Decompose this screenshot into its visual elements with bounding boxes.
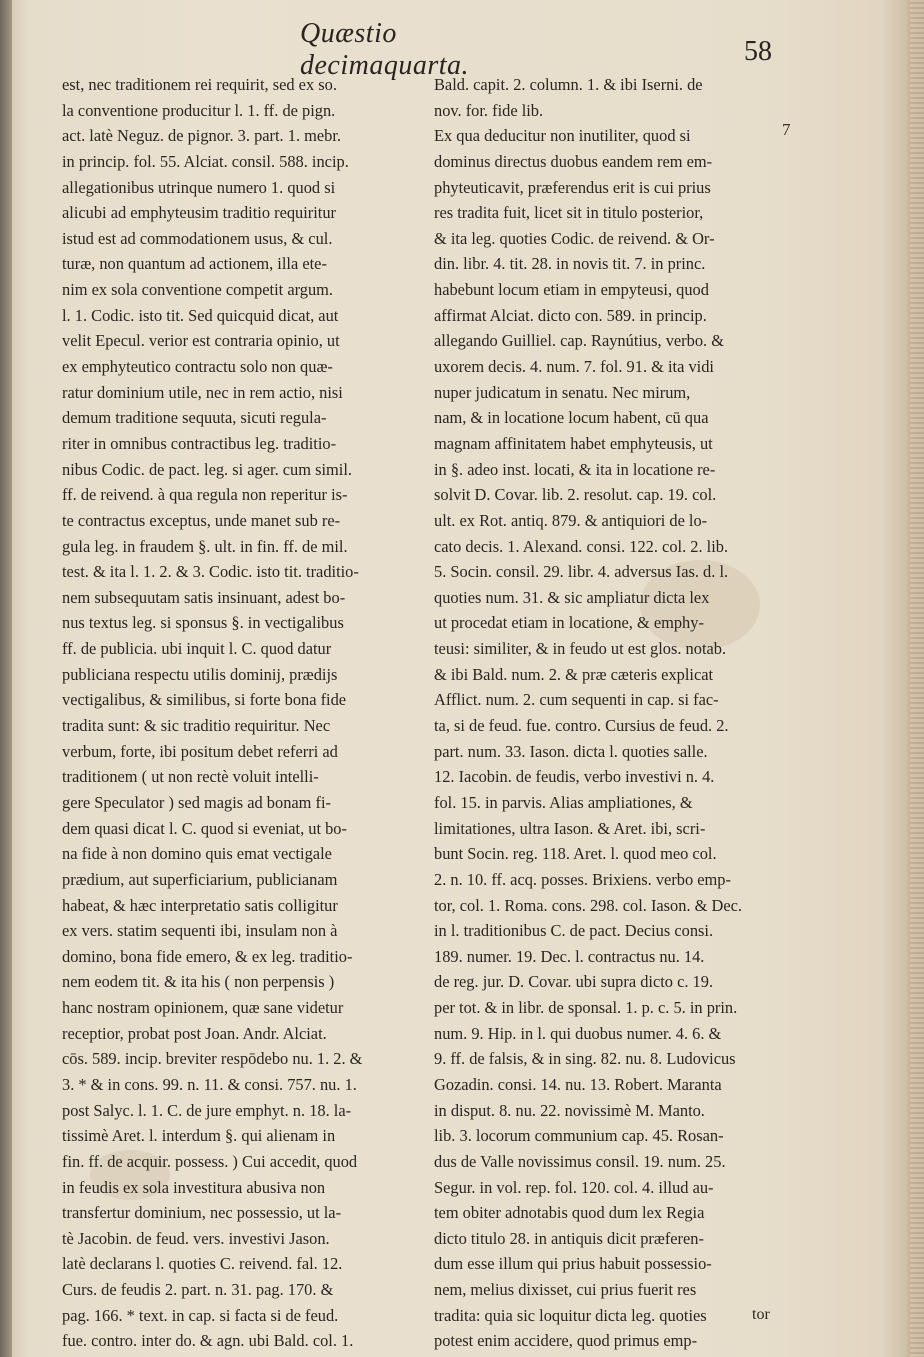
- text-line: lib. 3. locorum communium cap. 45. Rosan-: [434, 1126, 724, 1146]
- text-line: verbum, forte, ibi positum debet referri ad: [62, 741, 338, 761]
- text-line: nam, & in locatione locum habent, cū qua: [434, 408, 709, 428]
- text-line: fol. 15. in parvis. Alias ampliationes, &: [434, 792, 693, 812]
- text-line: test. & ita l. 1. 2. & 3. Codic. isto tit. traditio-: [62, 562, 359, 582]
- text-line: potest enim accidere, quod primus emp-: [434, 1331, 698, 1351]
- text-line: hanc nostram opinionem, quæ sane videtur: [62, 998, 344, 1018]
- text-line: latè declarans l. quoties C. reivend. fal. 12.: [62, 1254, 343, 1274]
- text-line: dus de Valle novissimus consil. 19. num. 25.: [434, 1151, 726, 1171]
- text-line: ff. de reivend. à qua regula non reperitur is-: [62, 485, 348, 505]
- text-line: res tradita fuit, licet sit in titulo posterior,: [434, 203, 704, 223]
- text-line: & ibi Bald. num. 2. & præ cæteris explicat: [434, 664, 714, 684]
- folio-number: 58: [744, 36, 772, 67]
- text-line: uxorem decis. 4. num. 7. fol. 91. & ita vidi: [434, 357, 714, 377]
- text-line: post Salyc. l. 1. C. de jure emphyt. n. 18. la-: [62, 1100, 352, 1120]
- text-line: de reg. jur. D. Covar. ubi supra dicto c. 19.: [434, 972, 714, 992]
- text-line: dum esse illum qui prius habuit possessio-: [434, 1254, 712, 1274]
- text-line: nim ex sola conventione competit argum.: [62, 280, 333, 300]
- running-title: Quæstio decimaquarta.: [300, 18, 470, 81]
- text-line: nem, melius dixisset, cui prius fuerit res: [434, 1280, 697, 1300]
- text-line: Gozadin. consi. 14. nu. 13. Robert. Maranta: [434, 1074, 722, 1094]
- text-line: riter in omnibus contractibus leg. traditio-: [62, 433, 337, 453]
- text-line: in §. adeo inst. locati, & ita in locatione re-: [434, 459, 716, 479]
- text-line: ta, si de feud. fue. contro. Cursius de feud. 2.: [434, 716, 729, 736]
- text-line: fin. ff. de acquir. possess. ) Cui accedit, quod: [62, 1151, 358, 1171]
- text-line: tradita: quia sic loquitur dicta leg. quoties: [434, 1305, 707, 1325]
- text-line: ratur dominium utile, nec in rem actio, nisi: [62, 382, 343, 402]
- text-line: num. 9. Hip. in l. qui duobus numer. 4. 6. &: [434, 1023, 722, 1043]
- text-line: demum traditione sequuta, sicuti regula-: [62, 408, 327, 428]
- text-line: dicto titulo 28. in antiquis dicit præferen-: [434, 1228, 704, 1248]
- text-line: 3. * & in cons. 99. n. 11. & consi. 757. nu. 1.: [62, 1074, 357, 1094]
- text-line: cōs. 589. incip. breviter respōdebo nu. 1. 2. &: [62, 1049, 363, 1069]
- text-line: ex emphyteutico contractu solo non quæ-: [62, 357, 333, 377]
- text-line: allegando Guilliel. cap. Raynútius, verbo. &: [434, 331, 724, 351]
- text-line: publiciana respectu utilis dominij, prædijs: [62, 664, 338, 684]
- text-line: magnam affinitatem habet emphyteusis, ut: [434, 433, 713, 453]
- text-line: teusi: similiter, & in feudo ut est glos. notab.: [434, 639, 727, 659]
- text-line: tem obiter adnotabis quod dum lex Regia: [434, 1203, 705, 1223]
- text-line: din. libr. 4. tit. 28. in novis tit. 7. in princ.: [434, 254, 706, 274]
- text-line: phyteuticavit, præferendus erit is cui prius: [434, 177, 711, 197]
- text-line: habebunt locum etiam in empyteusi, quod: [434, 280, 709, 300]
- text-line: part. num. 33. Iason. dicta l. quoties salle.: [434, 741, 708, 761]
- text-line: 189. numer. 19. Dec. l. contractus nu. 14.: [434, 946, 705, 966]
- text-line: Afflict. num. 2. cum sequenti in cap. si fac-: [434, 690, 719, 710]
- text-line: fue. contro. inter do. & agn. ubi Bald. col. 1.: [62, 1331, 354, 1351]
- text-line: nem subsequutam satis insinuant, adest bo-: [62, 587, 346, 607]
- text-line: te contractus exceptus, unde manet sub re-: [62, 510, 341, 530]
- text-line: 9. ff. de falsis, & in sing. 82. nu. 8. Ludovicus: [434, 1049, 736, 1069]
- catchword: tor: [752, 1306, 770, 1323]
- text-line: transfertur dominium, nec possessio, ut la-: [62, 1203, 342, 1223]
- text-line: nus textus leg. si sponsus §. in vectigalibus: [62, 613, 344, 633]
- text-line: in princip. fol. 55. Alciat. consil. 588. incip.: [62, 151, 349, 171]
- text-line: domino, bona fide emero, & ex leg. traditio-: [62, 946, 353, 966]
- right-text-column: [434, 72, 788, 1354]
- text-line: per tot. & in libr. de sponsal. 1. p. c. 5. in prin.: [434, 998, 738, 1018]
- text-line: Segur. in vol. rep. fol. 120. col. 4. illud au-: [434, 1177, 714, 1197]
- text-line: Ex qua deducitur non inutiliter, quod si: [434, 126, 691, 146]
- text-line: gere Speculator ) sed magis ad bonam fi-: [62, 792, 331, 812]
- text-line: tissimè Aret. l. interdum §. qui alienam in: [62, 1126, 336, 1146]
- text-line: pag. 166. * text. in cap. si facta si de feud.: [62, 1305, 339, 1325]
- page-fore-edge: [910, 0, 924, 1357]
- text-line: nov. for. fide lib.: [434, 100, 544, 120]
- text-line: in feudis ex sola investitura abusiva non: [62, 1177, 326, 1197]
- text-line: act. latè Neguz. de pignor. 3. part. 1. mebr.: [62, 126, 342, 146]
- text-line: habeat, & hæc interpretatio satis colligitur: [62, 895, 338, 915]
- text-line: alicubi ad emphyteusim traditio requiritur: [62, 203, 337, 223]
- book-gutter: [0, 0, 12, 1357]
- text-line: dem quasi dicat l. C. quod si eveniat, ut bo-: [62, 818, 347, 838]
- text-line: ff. de publicia. ubi inquit l. C. quod datur: [62, 639, 332, 659]
- text-line: 12. Iacobin. de feudis, verbo investivi n. 4.: [434, 767, 715, 787]
- text-line: tradita sunt: & sic traditio requiritur. Nec: [62, 716, 331, 736]
- text-line: 2. n. 10. ff. acq. posses. Brixiens. verbo emp-: [434, 869, 731, 889]
- text-line: Bald. capit. 2. column. 1. & ibi Iserni. de: [434, 75, 703, 94]
- text-line: nem eodem tit. & ita his ( non perpensis ): [62, 972, 335, 992]
- text-line: in disput. 8. nu. 22. novissimè M. Manto.: [434, 1100, 705, 1120]
- text-line: cato decis. 1. Alexand. consi. 122. col. 2. lib.: [434, 536, 729, 556]
- text-line: est, nec traditionem rei requirit, sed ex so.: [62, 75, 337, 94]
- left-text-column: [62, 72, 418, 1354]
- text-line: affirmat Alciat. dicto con. 589. in princip.: [434, 305, 707, 325]
- text-line: prædium, aut superficiarium, publicianam: [62, 869, 338, 889]
- text-line: 5. Socin. consil. 29. libr. 4. adversus Ias. d. l.: [434, 562, 729, 582]
- text-line: ut procedat etiam in locatione, & emphy-: [434, 613, 704, 633]
- text-line: gula leg. in fraudem §. ult. in fin. ff. de mil.: [62, 536, 348, 556]
- text-line: nibus Codic. de pact. leg. si ager. cum simil.: [62, 459, 352, 479]
- text-line: istud est ad commodationem usus, & cul.: [62, 228, 333, 248]
- text-line: vectigalibus, & similibus, si forte bona fide: [62, 690, 347, 710]
- text-line: l. 1. Codic. isto tit. Sed quicquid dicat, aut: [62, 305, 339, 325]
- text-line: receptior, probat post Joan. Andr. Alciat.: [62, 1023, 327, 1043]
- text-line: Curs. de feudis 2. part. n. 31. pag. 170. &: [62, 1280, 334, 1300]
- text-line: ult. ex Rot. antiq. 879. & antiquiori de lo-: [434, 510, 708, 530]
- margin-note: 7: [782, 120, 791, 139]
- text-line: quoties num. 31. & sic ampliatur dicta lex: [434, 587, 710, 607]
- text-line: allegationibus utrinque numero 1. quod si: [62, 177, 336, 197]
- text-line: velit Epecul. verior est contraria opinio, ut: [62, 331, 340, 351]
- text-line: tè Jacobin. de feud. vers. investivi Jason.: [62, 1228, 330, 1248]
- text-line: limitationes, ultra Iason. & Aret. ibi, scri-: [434, 818, 706, 838]
- text-line: tor, col. 1. Roma. cons. 298. col. Iason. & Dec.: [434, 895, 742, 915]
- text-line: turæ, non quantum ad actionem, illa ete-: [62, 254, 327, 274]
- text-line: dominus directus duobus eandem rem em-: [434, 151, 713, 171]
- text-line: nuper judicatum in senatu. Nec mirum,: [434, 382, 691, 402]
- text-line: & ita leg. quoties Codic. de reivend. & Or-: [434, 228, 715, 248]
- text-line: traditionem ( ut non rectè voluit intelli-: [62, 767, 319, 787]
- text-line: na fide à non domino quis emat vectigale: [62, 844, 332, 864]
- text-line: solvit D. Covar. lib. 2. resolut. cap. 19. col.: [434, 485, 717, 505]
- text-line: bunt Socin. reg. 118. Aret. l. quod meo col.: [434, 844, 717, 864]
- text-line: in l. traditionibus C. de pact. Decius consi.: [434, 921, 714, 941]
- text-line: ex vers. statim sequenti ibi, insulam non à: [62, 921, 338, 941]
- text-line: la conventione producitur l. 1. ff. de pign.: [62, 100, 336, 120]
